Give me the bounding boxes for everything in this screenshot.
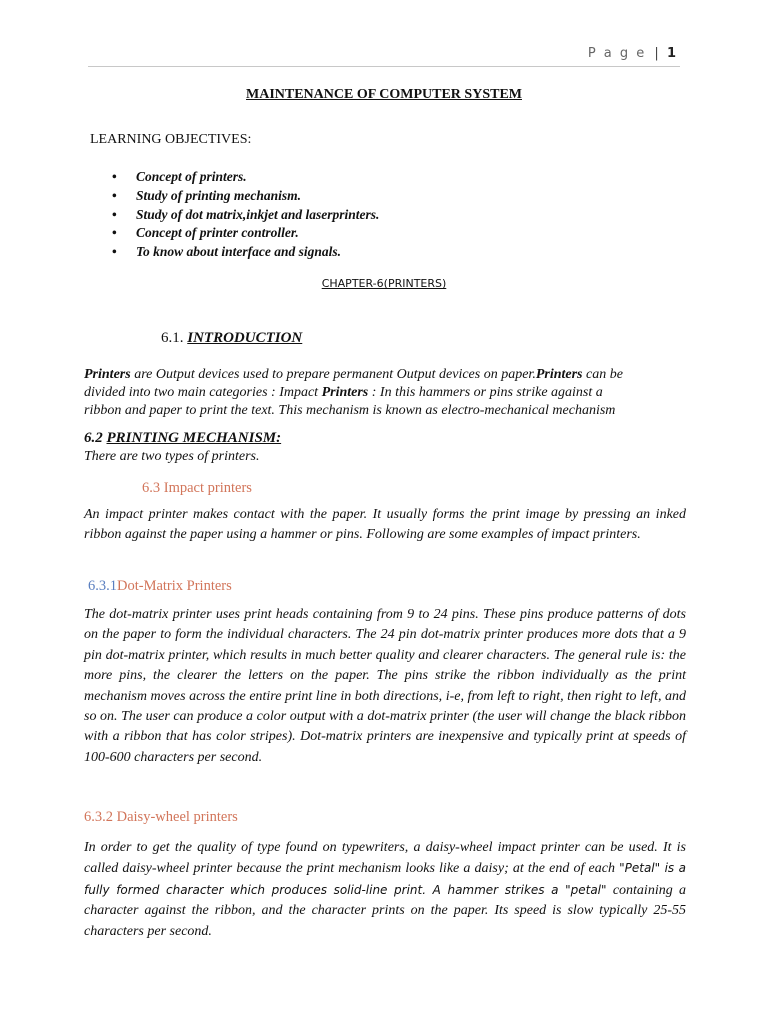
objective-item: • Concept of printers. — [112, 169, 247, 184]
objective-item: • Study of printing mechanism. — [112, 188, 302, 203]
intro-number: 6.1. — [161, 330, 184, 346]
page-number: 1 — [666, 46, 676, 61]
objective-item: • To know about interface and signals. — [112, 244, 342, 259]
bullet-icon: • — [112, 207, 117, 222]
intro-paragraph: Printers are Output devices used to prepare permanent Output devices on paper.Printers can be divided into two main categories : Impact Printers : In this hammers or pins strike against a ribbon and paper to print the text. This mechanism is known as electro-mechanical mechanism — [84, 367, 623, 418]
page-header — [588, 46, 676, 61]
section-6-2-text: There are two types of printers. — [84, 449, 260, 464]
document-title: MAINTENANCE OF COMPUTER SYSTEM — [246, 87, 522, 102]
objective-item: • Concept of printer controller. — [112, 225, 299, 240]
section-6-3-2-heading: 6.3.2 Daisy-wheel printers — [84, 809, 238, 825]
section-6-3-1-heading: 6.3.1Dot-Matrix Printers — [88, 578, 232, 594]
header-rule — [88, 66, 680, 67]
section-6-3-1-text: The dot-matrix printer uses print heads containing from 9 to 24 pins. These pins produce patterns of dots on the paper to form the individual characters. The 24 pin dot-matrix printer produces more dots that a 9 pin dot-matrix printer, which results in much better quality and clearer characters. The general rule is: the more pins, the clearer the letters on the paper. The pins strike the ribbon individually as the print mechanism moves across the entire print line in both directions, i-e, from left to right, then right to left, and so on. The user can produce a color output with a dot-matrix printer (the user will change the black ribbon with a ribbon that has color stripes). Dot-matrix printers are inexpensive and typically print at speeds of 100-600 characters per second. — [84, 607, 686, 765]
section-6-3-2-text: In order to get the quality of type found on typewriters, a daisy-wheel impact printer can be used. It is called daisy-wheel printer because the print mechanism looks like a daisy; at the end of each "Petal" is a fully formed character which produces solid-line print. A hammer strikes a "petal" containing a character against the ribbon, and the character prints on the paper. Its speed is slow typically 25-55 characters per second. — [84, 840, 686, 939]
intro-heading — [161, 330, 302, 347]
bullet-icon: • — [112, 188, 117, 203]
section-6-3-heading: 6.3 Impact printers — [142, 480, 252, 496]
page-separator: | — [654, 46, 659, 61]
intro-title: INTRODUCTION — [187, 330, 303, 346]
chapter-heading: CHAPTER-6(PRINTERS) — [321, 277, 447, 290]
bullet-icon: • — [112, 225, 117, 240]
section-6-2-heading: 6.2 PRINTING MECHANISM: — [84, 430, 282, 446]
bullet-icon: • — [112, 244, 117, 259]
learning-objectives-heading: LEARNING OBJECTIVES: — [90, 132, 252, 147]
objective-item: • Study of dot matrix,inkjet and laserprinters. — [112, 207, 380, 222]
section-6-3-text: An impact printer makes contact with the paper. It usually forms the print image by pressing an inked ribbon against the paper using a hammer or pins. Following are some examples of impact printers. — [84, 507, 686, 543]
page-label: P a g e — [587, 46, 647, 61]
bullet-icon: • — [112, 169, 117, 184]
